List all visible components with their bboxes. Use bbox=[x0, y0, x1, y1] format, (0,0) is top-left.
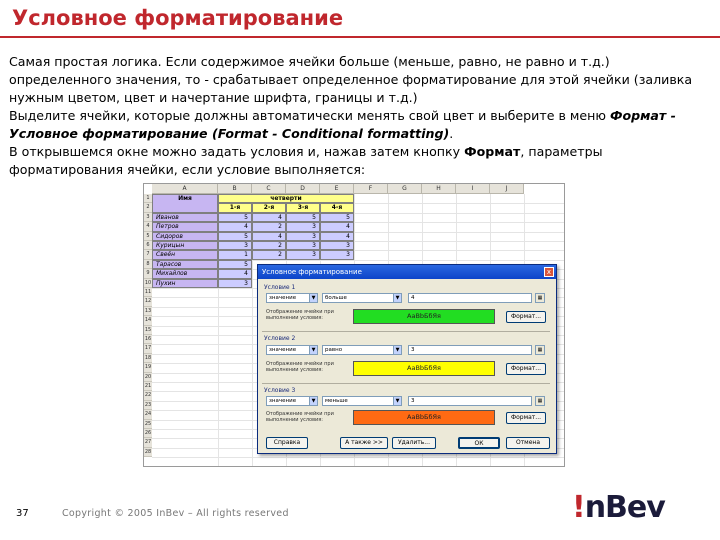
column-header[interactable]: B bbox=[218, 184, 252, 194]
add-button[interactable]: А также >> bbox=[340, 437, 388, 449]
cell-reference-icon[interactable]: ▦ bbox=[535, 293, 545, 303]
value-cell[interactable]: 2 bbox=[252, 250, 286, 259]
condition-2-format-button[interactable]: Формат... bbox=[506, 363, 546, 375]
condition-1-label: Условие 1 bbox=[264, 284, 296, 291]
body-line-1: Самая простая логика. Если содержимое ячейки больше (меньше, равно, не равно и т.д.) bbox=[9, 54, 610, 69]
row-header[interactable]: 11 bbox=[144, 288, 152, 297]
row-header[interactable]: 12 bbox=[144, 297, 152, 306]
cell-reference-icon[interactable]: ▦ bbox=[535, 396, 545, 406]
title-divider bbox=[0, 36, 720, 38]
value-cell[interactable]: 5 bbox=[218, 260, 252, 269]
condition-2-preview: АаВbБбЯя bbox=[353, 361, 495, 376]
condition-1-preview: АаВbБбЯя bbox=[353, 309, 495, 324]
column-header[interactable]: D bbox=[286, 184, 320, 194]
body-line-4 bbox=[9, 107, 709, 125]
conditional-format-dialog bbox=[257, 264, 557, 454]
name-cell[interactable]: Иванов bbox=[152, 213, 218, 222]
row-header[interactable]: 3 bbox=[144, 213, 152, 222]
value-cell[interactable]: 5 bbox=[218, 213, 252, 222]
row-header[interactable]: 8 bbox=[144, 260, 152, 269]
condition-3-value-input[interactable]: 3 bbox=[408, 396, 532, 406]
condition-1-value-input[interactable]: 4 bbox=[408, 293, 532, 303]
body-line-5 bbox=[9, 125, 709, 143]
row-header[interactable]: 13 bbox=[144, 307, 152, 316]
condition-1-preview-label: Отображение ячейки при выполнении условия: bbox=[266, 309, 334, 321]
body-line-5-end: . bbox=[449, 126, 454, 141]
value-cell[interactable]: 5 bbox=[286, 213, 320, 222]
row-header[interactable]: 14 bbox=[144, 316, 152, 325]
name-cell[interactable]: Михайлов bbox=[152, 269, 218, 278]
value-cell[interactable]: 4 bbox=[218, 222, 252, 231]
quarter-label-cell[interactable]: 3-я bbox=[286, 203, 320, 212]
body-line-5-menu: Условное форматирование (Format - Conditional formatting) bbox=[9, 126, 450, 141]
close-icon[interactable]: x bbox=[544, 267, 554, 277]
value-cell[interactable]: 3 bbox=[286, 222, 320, 231]
condition-2-type-select[interactable] bbox=[266, 345, 318, 355]
condition-1-type-value: значение bbox=[269, 295, 297, 301]
value-cell[interactable]: 3 bbox=[320, 250, 354, 259]
name-header-cell[interactable]: Имя bbox=[152, 194, 218, 213]
ok-button[interactable]: ОК bbox=[458, 437, 500, 449]
condition-3-label: Условие 3 bbox=[264, 387, 296, 394]
row-header[interactable]: 2 bbox=[144, 203, 152, 212]
chevron-down-icon: ▼ bbox=[393, 346, 401, 354]
row-header[interactable]: 9 bbox=[144, 269, 152, 278]
row-header[interactable]: 16 bbox=[144, 335, 152, 344]
value-cell[interactable]: 5 bbox=[218, 232, 252, 241]
row-header[interactable]: 24 bbox=[144, 410, 152, 419]
condition-2-operator-value: равно bbox=[325, 347, 343, 353]
body-line-6-button-name: Формат bbox=[464, 144, 521, 159]
value-cell[interactable]: 4 bbox=[218, 269, 252, 278]
column-header[interactable]: C bbox=[252, 184, 286, 194]
name-cell[interactable]: Курицын bbox=[152, 241, 218, 250]
condition-3-preview-label: Отображение ячейки при выполнении условия: bbox=[266, 411, 334, 423]
row-header[interactable]: 26 bbox=[144, 429, 152, 438]
divider bbox=[262, 383, 550, 384]
row-header[interactable]: 17 bbox=[144, 344, 152, 353]
name-cell[interactable]: Пухин bbox=[152, 279, 218, 288]
condition-3-type-value: значение bbox=[269, 398, 297, 404]
condition-2-value-input[interactable]: 3 bbox=[408, 345, 532, 355]
condition-1-format-button[interactable]: Формат... bbox=[506, 311, 546, 323]
row-header[interactable]: 25 bbox=[144, 420, 152, 429]
body-line-6-text: В открывшемся окне можно задать условия и, нажав затем кнопку bbox=[9, 144, 465, 159]
row-header[interactable]: 18 bbox=[144, 354, 152, 363]
value-cell[interactable]: 3 bbox=[286, 241, 320, 250]
body-line-3: нужным цветом, цвет и начертание шрифта, границы и т.д.) bbox=[9, 90, 418, 105]
body-line-4-menu: Формат - bbox=[609, 108, 676, 123]
row-header[interactable]: 23 bbox=[144, 401, 152, 410]
quarter-label-cell[interactable]: 1-я bbox=[218, 203, 252, 212]
row-header[interactable]: 7 bbox=[144, 250, 152, 259]
condition-1-operator-select[interactable] bbox=[322, 293, 402, 303]
value-cell[interactable]: 3 bbox=[320, 241, 354, 250]
name-cell[interactable]: Сидоров bbox=[152, 232, 218, 241]
row-header[interactable]: 4 bbox=[144, 222, 152, 231]
cell-reference-icon[interactable]: ▦ bbox=[535, 345, 545, 355]
condition-1-operator-value: больше bbox=[325, 295, 347, 301]
column-header[interactable]: H bbox=[422, 184, 456, 194]
condition-3-operator-value: меньше bbox=[325, 398, 348, 404]
column-header[interactable]: F bbox=[354, 184, 388, 194]
value-cell[interactable]: 1 bbox=[218, 250, 252, 259]
row-header[interactable]: 15 bbox=[144, 326, 152, 335]
row-header[interactable]: 1 bbox=[144, 194, 152, 203]
chevron-down-icon: ▼ bbox=[309, 346, 317, 354]
value-cell[interactable]: 3 bbox=[286, 250, 320, 259]
value-cell[interactable]: 4 bbox=[252, 232, 286, 241]
help-button[interactable]: Справка bbox=[266, 437, 308, 449]
condition-3-type-select[interactable] bbox=[266, 396, 318, 406]
value-cell[interactable]: 3 bbox=[218, 279, 252, 288]
name-cell[interactable]: Свеён bbox=[152, 250, 218, 259]
slide-title: Условное форматирование bbox=[12, 6, 344, 30]
value-cell[interactable]: 4 bbox=[320, 222, 354, 231]
quarter-label-cell[interactable]: 4-я bbox=[320, 203, 354, 212]
row-header[interactable]: 28 bbox=[144, 448, 152, 457]
condition-1-type-select[interactable] bbox=[266, 293, 318, 303]
condition-2-operator-select[interactable] bbox=[322, 345, 402, 355]
value-cell[interactable]: 4 bbox=[252, 213, 286, 222]
body-line-2: определенного значения, то - срабатывает определенное форматирование для этой ячейки (заливка bbox=[9, 72, 693, 87]
delete-button[interactable]: Удалить... bbox=[392, 437, 436, 449]
logo-bang: ! bbox=[572, 490, 585, 525]
cancel-button[interactable]: Отмена bbox=[506, 437, 550, 449]
chevron-down-icon: ▼ bbox=[309, 397, 317, 405]
row-header[interactable]: 19 bbox=[144, 363, 152, 372]
condition-2-preview-label: Отображение ячейки при выполнении условия: bbox=[266, 361, 334, 373]
name-cell[interactable]: Петров bbox=[152, 222, 218, 231]
column-header[interactable]: G bbox=[388, 184, 422, 194]
inbev-logo bbox=[572, 490, 665, 525]
body-line-7: форматирования ячейки, если условие выполняется: bbox=[9, 162, 366, 177]
quarters-header-cell[interactable]: четверти bbox=[218, 194, 354, 203]
row-header[interactable]: 27 bbox=[144, 438, 152, 447]
quarter-label-cell[interactable]: 2-я bbox=[252, 203, 286, 212]
column-header[interactable]: I bbox=[456, 184, 490, 194]
chevron-down-icon: ▼ bbox=[309, 294, 317, 302]
row-header[interactable]: 20 bbox=[144, 373, 152, 382]
page-number: 37 bbox=[16, 508, 29, 519]
column-header[interactable]: E bbox=[320, 184, 354, 194]
value-cell[interactable]: 3 bbox=[286, 232, 320, 241]
chevron-down-icon: ▼ bbox=[393, 397, 401, 405]
value-cell[interactable]: 3 bbox=[218, 241, 252, 250]
row-header[interactable]: 6 bbox=[144, 241, 152, 250]
divider bbox=[262, 331, 550, 332]
condition-3-operator-select[interactable] bbox=[322, 396, 402, 406]
body-line-4-text: Выделите ячейки, которые должны автоматически менять свой цвет и выберите в меню bbox=[9, 108, 610, 123]
row-header[interactable]: 22 bbox=[144, 391, 152, 400]
value-cell[interactable]: 5 bbox=[320, 213, 354, 222]
row-header[interactable]: 10 bbox=[144, 279, 152, 288]
value-cell[interactable]: 4 bbox=[320, 232, 354, 241]
body-line-6-end: , параметры bbox=[520, 144, 603, 159]
name-cell[interactable]: Тарасов bbox=[152, 260, 218, 269]
value-cell[interactable]: 2 bbox=[252, 241, 286, 250]
body-line-6 bbox=[9, 143, 709, 161]
condition-2-label: Условие 2 bbox=[264, 335, 296, 342]
column-header[interactable]: J bbox=[490, 184, 524, 194]
condition-2-type-value: значение bbox=[269, 347, 297, 353]
row-header[interactable]: 5 bbox=[144, 232, 152, 241]
copyright-text: Copyright © 2005 InBev – All rights reserved bbox=[62, 508, 289, 519]
condition-3-format-button[interactable]: Формат... bbox=[506, 412, 546, 424]
column-header[interactable]: A bbox=[152, 184, 218, 194]
chevron-down-icon: ▼ bbox=[393, 294, 401, 302]
logo-text: nBev bbox=[584, 490, 665, 525]
grid-line bbox=[152, 457, 565, 458]
condition-3-preview: АаВbБбЯя bbox=[353, 410, 495, 425]
row-header[interactable]: 21 bbox=[144, 382, 152, 391]
value-cell[interactable]: 2 bbox=[252, 222, 286, 231]
dialog-titlebar: Условное форматирование bbox=[258, 265, 556, 279]
body-text bbox=[9, 53, 709, 179]
